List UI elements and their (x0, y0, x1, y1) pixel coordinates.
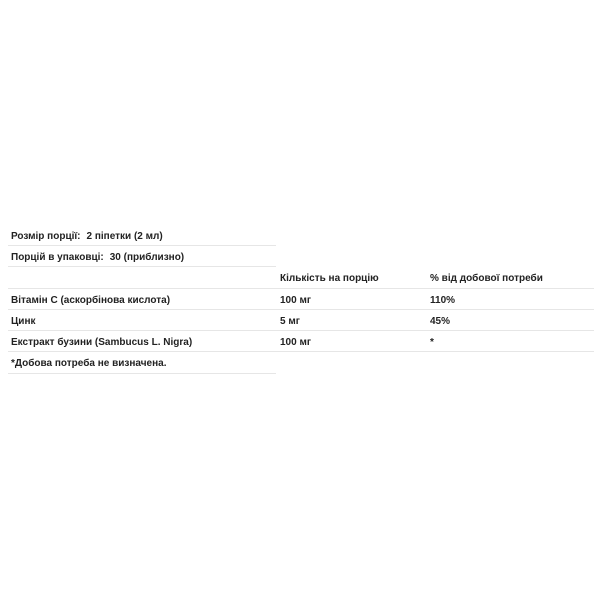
supplement-facts (8, 225, 594, 374)
serving-size-row (8, 225, 594, 246)
ingredient-daily-value: 110% (430, 295, 456, 306)
servings-per-container-value: 30 (приблизно) (109, 252, 185, 263)
table-row (8, 289, 594, 310)
table-row (8, 331, 594, 352)
ingredient-amount: 100 мг (280, 295, 312, 306)
servings-per-container-row (8, 246, 594, 267)
ingredient-daily-value: 45% (430, 316, 451, 327)
ingredient-name: Вітамін С (аскорбінова кислота) (11, 295, 171, 306)
footnote-row (8, 352, 594, 374)
ingredient-amount: 100 мг (280, 337, 312, 348)
header-amount-per-serving: Кількість на порцію (280, 273, 379, 284)
ingredient-amount: 5 мг (280, 316, 300, 327)
footnote: *Добова потреба не визначена. (11, 358, 167, 369)
header-daily-value: % від добової потреби (430, 273, 543, 284)
table-header-row (8, 267, 594, 289)
ingredient-name: Екстракт бузини (Sambucus L. Nigra) (11, 337, 193, 348)
serving-size-label: Розмір порції: (11, 231, 81, 242)
table-row (8, 310, 594, 331)
ingredient-name: Цинк (11, 316, 36, 327)
serving-size-value: 2 піпетки (2 мл) (86, 231, 163, 242)
ingredient-daily-value: * (430, 337, 434, 348)
servings-per-container-label: Порцій в упаковці: (11, 252, 104, 263)
